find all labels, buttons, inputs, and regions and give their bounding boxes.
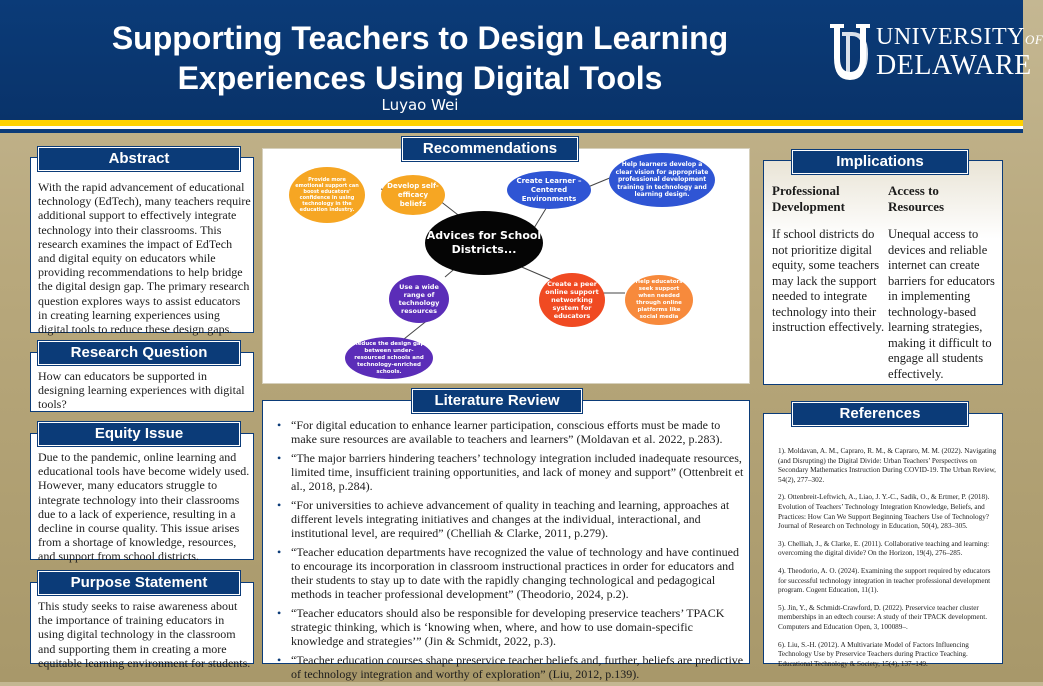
ud-monogram-icon (828, 22, 872, 84)
mind-map-center-label: Advices for School Districts... (426, 229, 542, 256)
mind-map-node-learner-centered (507, 171, 591, 209)
mind-map-node-seek-support (625, 275, 693, 325)
logo-university-text: UNIVERSITYOF (876, 24, 1043, 50)
mind-map-node-tech-resources (389, 275, 449, 323)
mind-map-node-label: Create a peer online support networking system for educators (545, 280, 599, 320)
implication-access-to-resources-text: Unequal access to devices and reliable internet can create barriers for educators in implementing technology-based learning strategies, making it difficult to engage all students effectively. (888, 227, 995, 381)
equity-issue-panel (30, 433, 254, 564)
poster-title: Supporting Teachers to Design Learning Experiences Using Digital Tools (111, 20, 729, 96)
reference-item: 2). Ottenbreit-Leftwich, A., Liao, J. Y.-C., Sadik, O., & Ertmer, P. (2018). Evolution of Teachers’ Technology Integration Knowledge, Beliefs, and Practices: How Can We Support Beginning Teachers Use of Technology? Journal of Research on Technology in Education, 50(4), 283–305. (778, 493, 990, 531)
logo-delaware-text: DELAWARE (876, 50, 1032, 81)
mind-map-node-peer-network (539, 273, 605, 327)
literature-quote: • “For digital education to enhance learner participation, conscious efforts must be made to make sure resources are available to teachers and learners” (Moldavan et al. 2022, p.283). (271, 418, 745, 446)
implication-professional-development-text: If school districts do not prioritize digital equity, some teachers may lack the support needed to integrate technology into their instruction effectively. (772, 227, 885, 334)
purpose-statement-heading: Purpose Statement (38, 571, 240, 595)
mind-map-node-clear-vision (609, 153, 715, 207)
abstract-panel (30, 157, 254, 337)
reference-item: 4). Theodorio, A. O. (2024). Examining the support required by educators for successful technology integration in teacher professional development program. Cogent Education, 11(1). (778, 566, 991, 595)
literature-review-heading: Literature Review (412, 389, 582, 413)
mind-map-node-label: Develop self-efficacy beliefs (387, 181, 439, 208)
mind-map-node-label: Use a wide range of technology resources (398, 283, 440, 315)
references-panel (763, 413, 1003, 668)
reference-item: 5). Jin, Y., & Schmidt-Crawford, D. (2022). Preservice teacher cluster memberships in an edtech course: A study of their TPACK development. Computers and Education Open, 3, 100089–. (778, 603, 988, 631)
university-logo (828, 22, 1043, 84)
mind-map-node-label: Help learners develop a clear vision for appropriate professional development training in technology and learning design. (615, 161, 709, 199)
references-heading: References (792, 402, 968, 426)
implication-access-to-resources-heading: Access to Resources (888, 183, 945, 214)
mind-map-node-label: Provide more emotional support can boost educators' confidence in using technology in the education industry. (295, 177, 359, 213)
implications-panel (763, 160, 1003, 385)
abstract-heading: Abstract (38, 147, 240, 171)
mind-map-node-label: Help educators seek support when needed through online platforms like social media (635, 279, 683, 320)
mind-map-center (425, 211, 543, 275)
research-question-heading: Research Question (38, 341, 240, 365)
reference-item: 1). Moldavan, A. M., Capraro, R. M., & Capraro, M. M. (2022). Navigating (and Disrupting) the Digital Divide: Urban Teachers’ Perspectives on Secondary Mathematics Instruction During COVID-19. The Urban Review, 54(2), 277–302. (778, 447, 997, 484)
implications-heading: Implications (792, 150, 968, 174)
research-question-text: How can educators be supported in designing learning experiences with digital tools? (38, 369, 245, 412)
literature-quote: • “Teacher education courses shape preservice teacher beliefs and, further, beliefs are predictive of technology integration and worthy of exploration” (Liu, 2012, p.139). (271, 653, 745, 681)
literature-review-panel (262, 400, 750, 681)
mind-map-node-emotional-support (289, 167, 365, 223)
mind-map-node-label: Reduce the design gap between under-resourced schools and technology-enriched schools. (353, 340, 425, 375)
reference-item: 6). Liu, S.-H. (2012). A Multivariate Model of Factors Influencing Technology Use by Preservice Teachers during Practice Teaching. Educational Technology & Society, 15(4), 137–149. (778, 640, 969, 668)
references-list (778, 447, 998, 677)
mind-map-node-label: Create Learner – Centered Environments (516, 176, 582, 203)
purpose-statement-text: This study seeks to raise awareness about the importance of training educators in using digital technology in the classroom and supporting them in creating a more equitable learning environment for students. (38, 599, 251, 670)
recommendations-heading: Recommendations (402, 137, 578, 161)
author-name: Luyao Wei (381, 96, 459, 114)
literature-quote: • “The major barriers hindering teachers’ technology integration included inadequate resources, limited time, insufficient training opportunities, and lack of money and support” (Ottenbreit et al., 2018, p.284). (271, 451, 745, 493)
equity-issue-text: Due to the pandemic, online learning and educational tools have become widely used. However, many educators struggle to integrate technology into their classrooms due to a lack of experience, resulting in a decline in course quality. This issue arises from a shortage of knowledge, resources, and support from school districts. (38, 450, 250, 564)
mind-map-node-design-gap (345, 337, 433, 379)
navy-divider (0, 129, 1023, 133)
literature-quote: • “Teacher educators should also be responsible for developing preservice teachers’ TPACK strategic thinking, which is ‘knowing when, where, and how to use domain-specific knowledge and strategies’” (Jin & Schmidt, 2022, p.3). (271, 606, 745, 648)
literature-quote: • “For universities to achieve advancement of quality in teaching and learning, approaches at different levels integrating initiatives and changes at the individual, interactional, and institutional level, are required” (Chelliah & Clarke, 2011, p.279). (271, 498, 745, 540)
abstract-text: With the rapid advancement of educational technology (EdTech), many teachers require additional support to effectively integrate technology into their classrooms. This research examines the impact of EdTech and digital equity on educators while providing recommendations to help bridge the digital design gap. The primary research question explores ways to assist educators in creating learning experiences using digital tools to reduce these design gaps. (38, 180, 251, 337)
implication-professional-development-heading: Professional Development (772, 183, 845, 214)
literature-quote: • “Teacher education departments have recognized the value of technology and have continued to encourage its incorporation in classroom instructional practices in order for educators and their students to stay up to date with the rapidly changing technological and pedagogical methods in teacher professional development” (Theodorio, 2024, p.2). (271, 545, 745, 601)
recommendations-panel (262, 148, 750, 384)
mind-map-node-self-efficacy (381, 175, 445, 215)
equity-issue-heading: Equity Issue (38, 422, 240, 446)
reference-item: 3). Chelliah, J., & Clarke, E. (2011). Collaborative teaching and learning: overcoming the digital divide? On the Horizon, 19(4), 276–285. (778, 539, 990, 558)
literature-review-list (271, 418, 745, 686)
